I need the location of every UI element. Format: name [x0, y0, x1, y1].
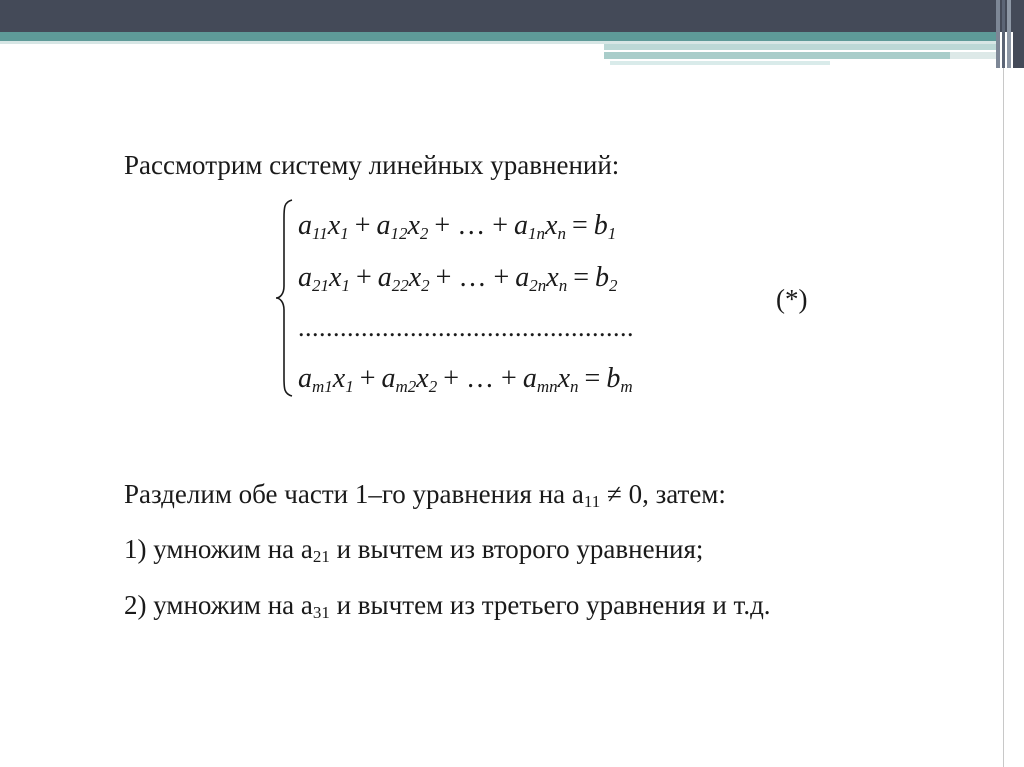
slide-frame-line: [1003, 68, 1004, 767]
header-teal-bar: [0, 32, 1000, 41]
header-stripe: [950, 52, 1000, 59]
step-item-1: 1) умножим на $a_{21}$ и вычтем из второго уравнения;: [124, 534, 704, 566]
header-stripe: [604, 44, 1000, 50]
equation-ellipsis: ................................................: [298, 313, 634, 342]
step-text: Разделим обе части 1–го уравнения на $a_{11} \ne 0$, затем:: [124, 479, 726, 511]
header-side-stripe: [1002, 0, 1005, 68]
equation-2: a21x1 + a22x2 + … + a2nxn = b2: [298, 262, 618, 295]
equation-m: am1x1 + am2x2 + … + amnxn = bm: [298, 363, 633, 396]
system-brace: [274, 198, 294, 398]
header-side-stripe: [1013, 0, 1024, 68]
header-stripe: [610, 61, 830, 65]
system-label: (*): [776, 284, 808, 314]
step-item-2: 2) умножим на $a_{31}$ и вычтем из третьего уравнения и т.д.: [124, 590, 771, 622]
header-stripe: [604, 52, 950, 59]
header-side-stripe: [1007, 0, 1011, 68]
intro-text: Рассмотрим систему линейных уравнений:: [124, 150, 620, 180]
header-side-stripe: [996, 0, 1000, 68]
header-dark-bar: [0, 0, 1024, 32]
equation-1: a11x1 + a12x2 + … + a1nxn = b1: [298, 210, 617, 243]
